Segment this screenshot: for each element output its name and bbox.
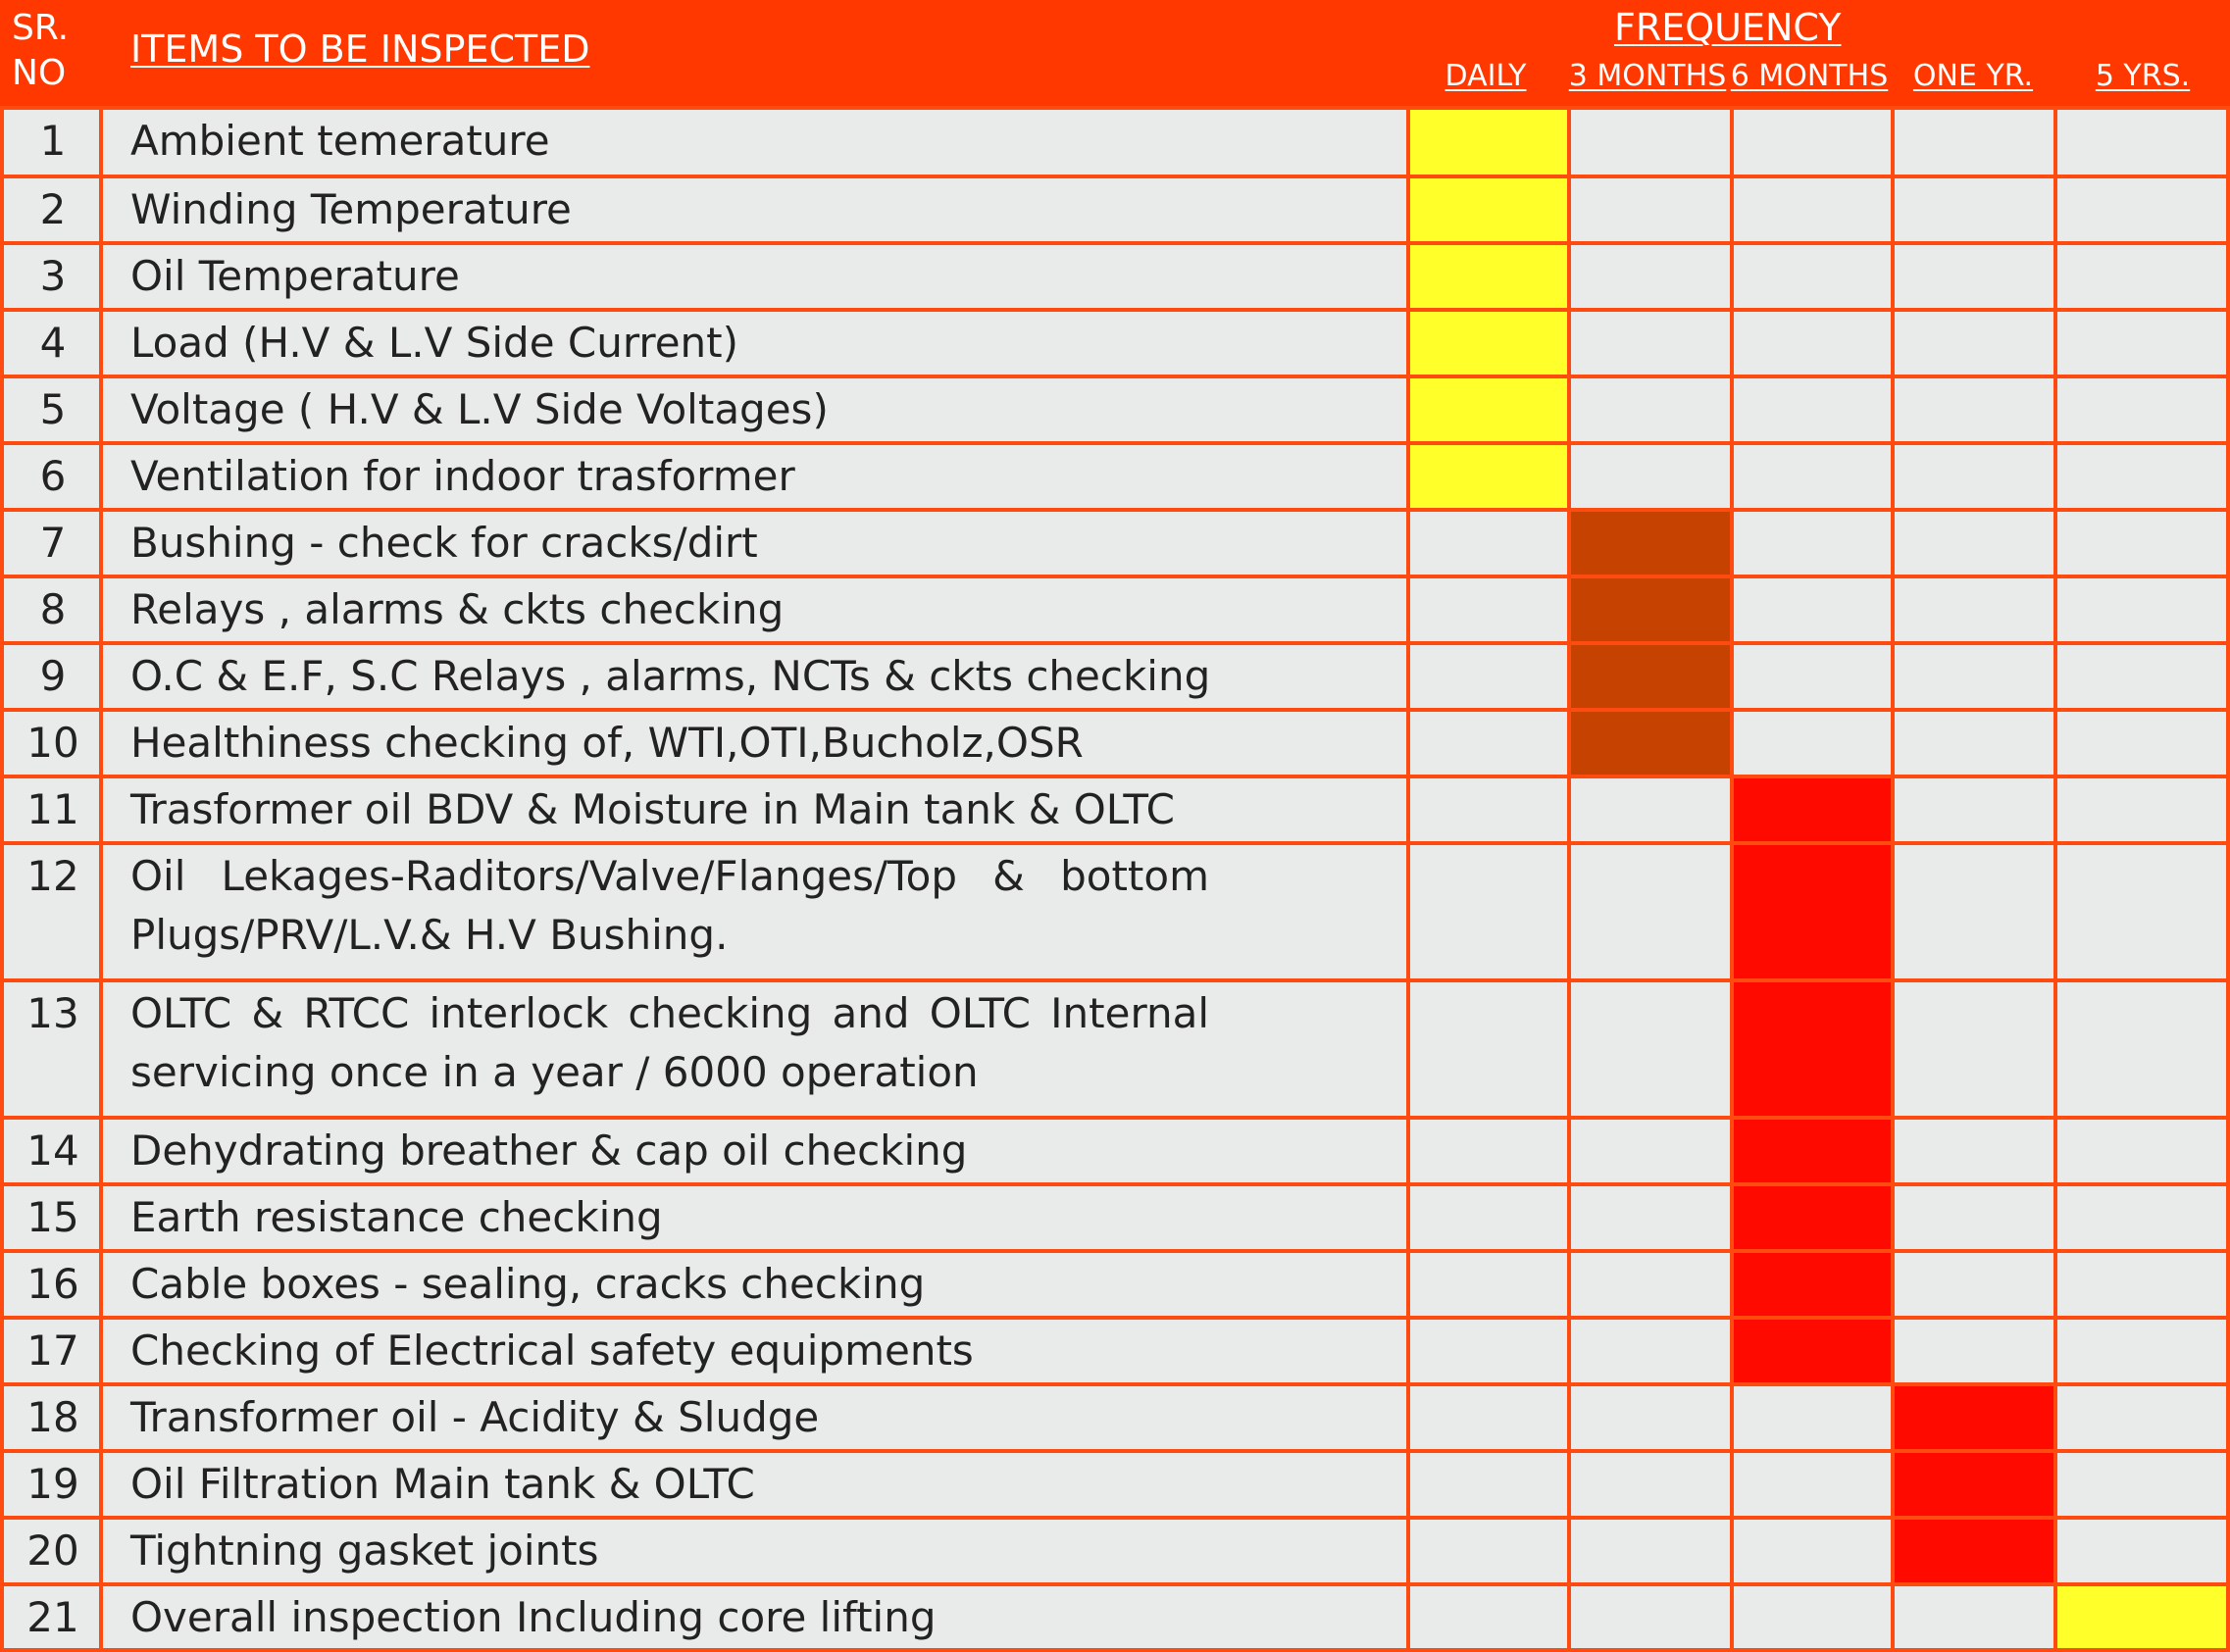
inspection-item: Load (H.V & L.V Side Current) bbox=[130, 319, 739, 367]
inspection-item: Transformer oil - Acidity & Sludge bbox=[130, 1393, 820, 1441]
row-number: 11 bbox=[26, 785, 79, 833]
row-number: 14 bbox=[26, 1126, 79, 1175]
inspection-item: Ambient temerature bbox=[130, 117, 550, 165]
row-number: 15 bbox=[26, 1193, 79, 1241]
items-header: ITEMS TO BE INSPECTED bbox=[130, 27, 590, 71]
row-number: 3 bbox=[39, 252, 67, 300]
col-header-3-months: 3 MONTHS bbox=[1568, 59, 1727, 93]
row-number: 6 bbox=[39, 452, 67, 500]
frequency-header: FREQUENCY bbox=[1614, 6, 1842, 49]
inspection-item: Ventilation for indoor trasformer bbox=[130, 452, 795, 500]
col-header-6-months: 6 MONTHS bbox=[1730, 59, 1889, 93]
row-number: 9 bbox=[39, 652, 67, 700]
inspection-item: OLTC & RTCC interlock checking and OLTC Internal servicing once in a year / 6000 operation bbox=[130, 989, 1209, 1096]
row-number: 10 bbox=[26, 719, 79, 767]
inspection-item: Cable boxes - sealing, cracks checking bbox=[130, 1260, 926, 1308]
inspection-item: Trasformer oil BDV & Moisture in Main tank & OLTC bbox=[130, 785, 1175, 833]
inspection-item: Overall inspection Including core lifting bbox=[130, 1593, 937, 1641]
row-number: 8 bbox=[39, 585, 67, 633]
col-header-5-yrs: 5 YRS. bbox=[2095, 59, 2191, 93]
inspection-item: Tightning gasket joints bbox=[130, 1527, 599, 1575]
row-number: 13 bbox=[26, 989, 79, 1037]
row-number: 21 bbox=[26, 1593, 79, 1641]
row-number: 2 bbox=[39, 185, 67, 233]
row-number: 1 bbox=[39, 117, 67, 165]
row-number: 17 bbox=[26, 1327, 79, 1375]
inspection-item: Oil Temperature bbox=[130, 252, 460, 300]
inspection-item: O.C & E.F, S.C Relays , alarms, NCTs & ckts checking bbox=[130, 652, 1211, 700]
row-number: 20 bbox=[26, 1527, 79, 1575]
row-number: 16 bbox=[26, 1260, 79, 1308]
inspection-item: Healthiness checking of, WTI,OTI,Bucholz,OSR bbox=[130, 719, 1084, 767]
col-header-daily: DAILY bbox=[1444, 59, 1527, 93]
row-number: 7 bbox=[39, 519, 67, 567]
inspection-item: Checking of Electrical safety equipments bbox=[130, 1327, 974, 1375]
inspection-item: Oil Filtration Main tank & OLTC bbox=[130, 1460, 755, 1508]
row-number: 4 bbox=[39, 319, 67, 367]
inspection-item: Winding Temperature bbox=[130, 185, 572, 233]
inspection-item: Dehydrating breather & cap oil checking bbox=[130, 1126, 968, 1175]
inspection-item: Earth resistance checking bbox=[130, 1193, 663, 1241]
row-number: 19 bbox=[26, 1460, 79, 1508]
sr-no-header-line1: SR. bbox=[12, 8, 70, 48]
inspection-item: Oil Lekages-Raditors/Valve/Flanges/Top & bottom Plugs/PRV/L.V.& H.V Bushing. bbox=[130, 852, 1209, 959]
sr-no-header-line2: NO bbox=[12, 53, 67, 93]
inspection-item: Relays , alarms & ckts checking bbox=[130, 585, 785, 633]
inspection-item: Bushing - check for cracks/dirt bbox=[130, 519, 758, 567]
row-number: 18 bbox=[26, 1393, 79, 1441]
col-header-one-yr: ONE YR. bbox=[1912, 59, 2034, 93]
row-number: 5 bbox=[39, 385, 67, 433]
inspection-item: Voltage ( H.V & L.V Side Voltages) bbox=[130, 385, 829, 433]
row-number: 12 bbox=[26, 852, 79, 900]
